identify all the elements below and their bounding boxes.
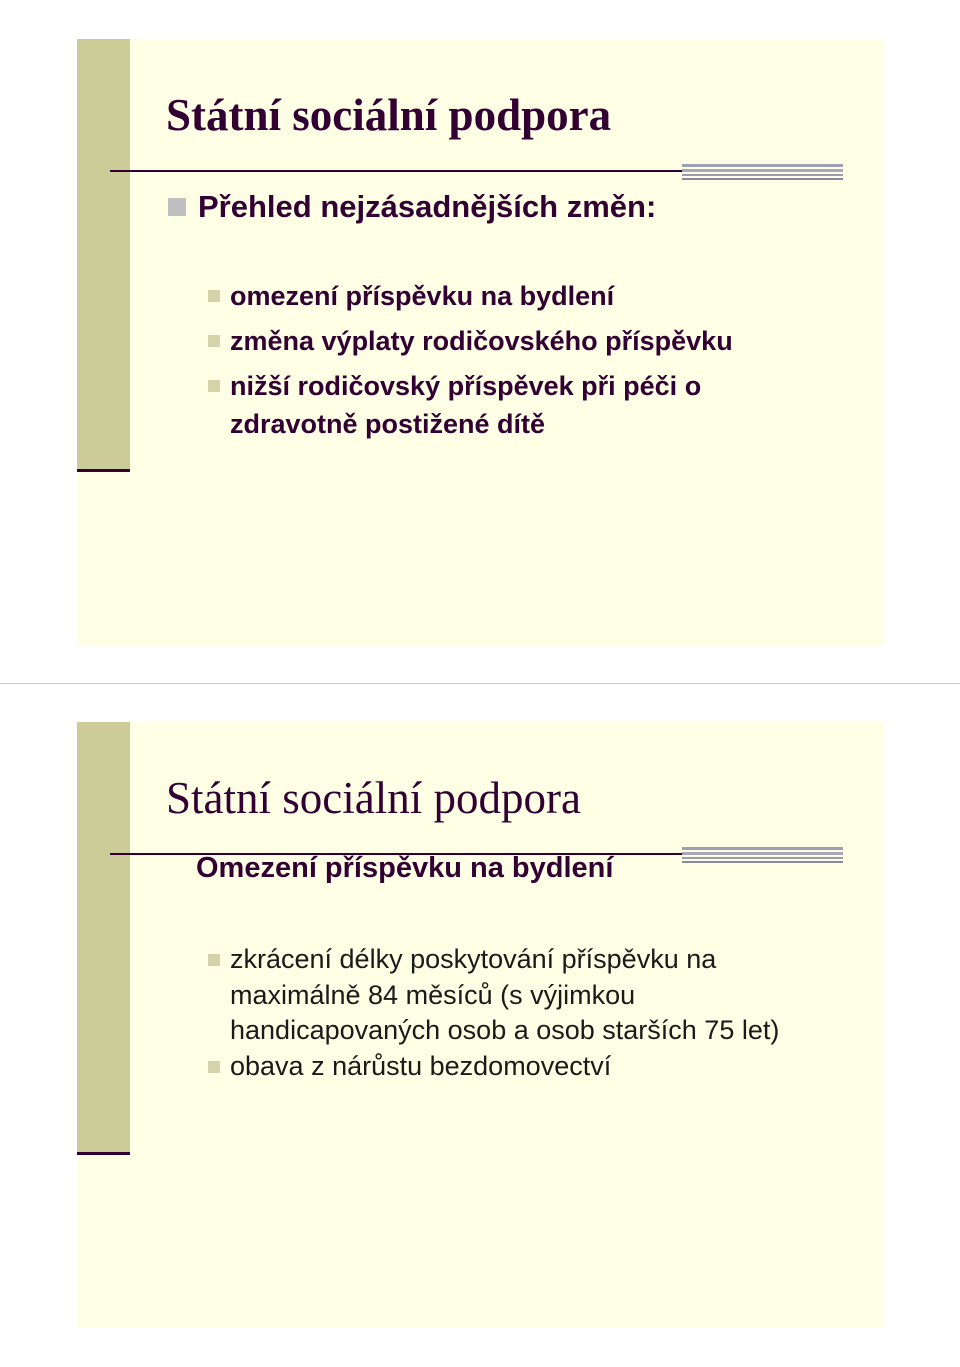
square-bullet-icon (208, 954, 220, 966)
square-bullet-icon (168, 198, 186, 216)
square-bullet-icon (208, 1061, 220, 1073)
list-item-text: omezení příspěvku na bydlení (230, 281, 615, 311)
list-item-text: obava z nárůstu bezdomovectví (230, 1050, 612, 1081)
list-item (208, 367, 828, 443)
square-bullet-icon (208, 290, 220, 302)
list-item (208, 942, 848, 1049)
sidebar-divider (77, 469, 130, 472)
title-rule (110, 170, 682, 172)
bullet-list (208, 277, 828, 443)
slide-sidebar (77, 39, 130, 469)
list-item-text: změna výplaty rodičovského příspěvku (230, 326, 733, 356)
list-item (208, 277, 828, 315)
square-bullet-icon (208, 380, 220, 392)
slide-heading-text: Omezení příspěvku na bydlení (196, 852, 614, 884)
square-bullet-icon (208, 335, 220, 347)
list-item-text: zkrácení délky poskytování příspěvku na maximálně 84 měsíců (s výjimkou handicapovaných osob a osob starších 75 let) (230, 944, 780, 1045)
slide-heading (168, 189, 656, 225)
slide-title: Státní sociální podpora (166, 90, 612, 140)
slide-heading (196, 852, 613, 885)
page-bottom (0, 684, 960, 1367)
slide-heading-text: Přehled nejzásadnějších změn: (198, 189, 657, 224)
slide-sidebar (77, 722, 130, 1152)
list-item-text: nižší rodičovský příspěvek při péči o zdravotně postižené dítě (230, 371, 702, 439)
title-rule-accent (682, 847, 843, 863)
bullet-list (208, 942, 848, 1084)
slide-1 (77, 39, 883, 645)
slide-2 (77, 722, 883, 1328)
list-item (208, 322, 828, 360)
slide-title: Státní sociální podpora (166, 773, 581, 823)
title-rule-accent (682, 164, 843, 180)
list-item (208, 1049, 848, 1085)
sidebar-divider (77, 1152, 130, 1155)
